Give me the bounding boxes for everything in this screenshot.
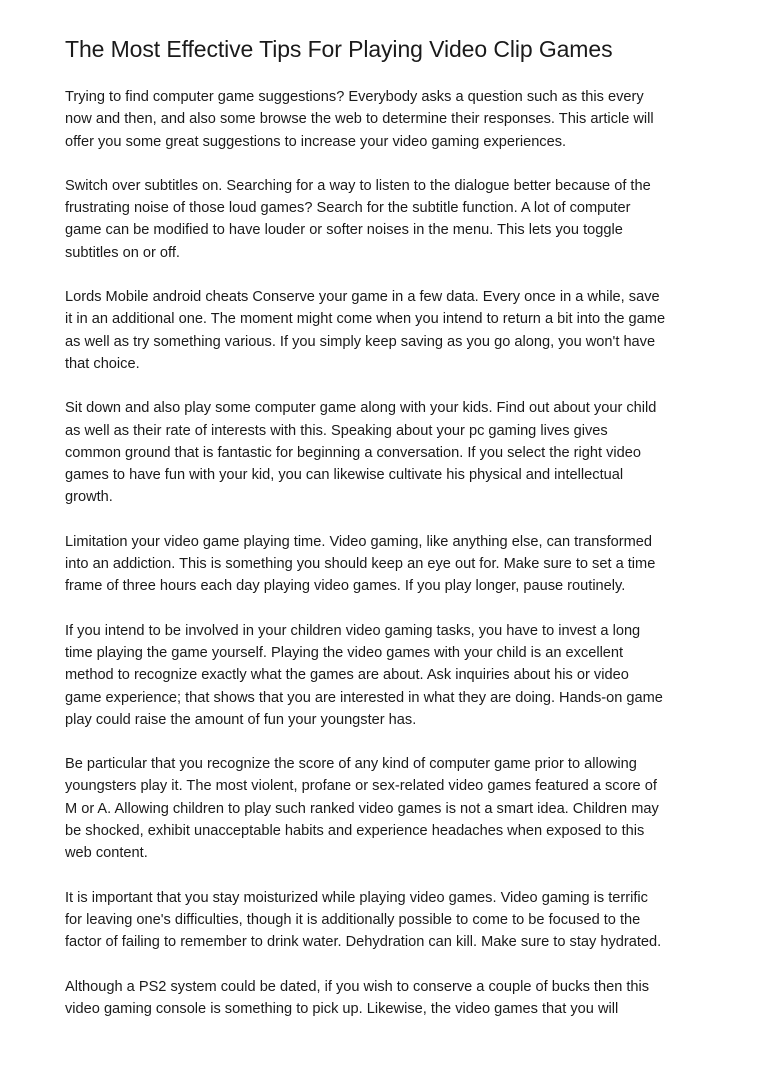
paragraph-line: Although a PS2 system could be dated, if you wish to conserve a couple of bucks then this (65, 978, 650, 995)
paragraph-line: as well as try something various. If you simply keep saving as you go along, you won't have (65, 333, 656, 350)
paragraph-line: games to have fun with your kid, you can likewise cultivate his physical and intellectual (65, 467, 624, 484)
article-paragraph (65, 286, 715, 375)
paragraph-line: Limitation your video game playing time. Video gaming, like anything else, can transformed (65, 533, 653, 550)
article-paragraph (65, 887, 715, 954)
paragraph-line: be shocked, exhibit unacceptable habits and experience headaches when exposed to this (65, 823, 645, 840)
paragraph-line: Sit down and also play some computer game along with your kids. Find out about your child (65, 400, 657, 417)
paragraph-line: offer you some great suggestions to increase your video gaming experiences. (65, 133, 567, 150)
paragraph-line: growth. (65, 489, 113, 506)
article-body (65, 86, 715, 1042)
paragraph-line: It is important that you stay moisturized while playing video games. Video gaming is terrific (65, 889, 648, 906)
article-paragraph (65, 397, 715, 508)
paragraph-line: game can be modified to have louder or softer noises in the menu. This lets you toggle (65, 222, 623, 239)
paragraph-line: game experience; that shows that you are interested in what they are doing. Hands-on game (65, 689, 663, 706)
paragraph-line: frustrating noise of those loud games? Search for the subtitle function. A lot of computer (65, 200, 631, 217)
page-title: The Most Effective Tips For Playing Video Clip Games (65, 36, 613, 62)
paragraph-line: web content. (65, 845, 148, 862)
paragraph-line: video gaming console is something to pick up. Likewise, the video games that you will (65, 1000, 619, 1017)
paragraph-line: it in an additional one. The moment might come when you intend to return a bit into the game (65, 311, 666, 328)
paragraph-line: method to recognize exactly what the games are about. Ask inquiries about his or video (65, 667, 629, 684)
article-paragraph (65, 531, 715, 598)
article-paragraph (65, 86, 715, 153)
paragraph-line: Trying to find computer game suggestions? Everybody asks a question such as this every (65, 89, 644, 105)
article-paragraph (65, 753, 715, 864)
article-paragraph (65, 175, 715, 264)
article-paragraph (65, 976, 715, 1021)
paragraph-line: Lords Mobile android cheats Conserve your game in a few data. Every once in a while, save (65, 289, 660, 306)
paragraph-line: that choice. (65, 355, 140, 372)
paragraph-line: subtitles on or off. (65, 244, 180, 261)
paragraph-line: into an addiction. This is something you should keep an eye out for. Make sure to set a time (65, 556, 656, 573)
paragraph-line: time playing the game yourself. Playing the video games with your child is an excellent (65, 644, 624, 661)
paragraph-line: factor of failing to remember to drink water. Dehydration can kill. Make sure to stay hydrated. (65, 934, 662, 951)
paragraph-line: common ground that is fantastic for beginning a conversation. If you select the right video (65, 444, 641, 461)
paragraph-line: frame of three hours each day playing video games. If you play longer, pause routinely. (65, 578, 626, 595)
paragraph-line: M or A. Allowing children to play such ranked video games is not a smart idea. Children may (65, 800, 659, 817)
paragraph-line: Be particular that you recognize the score of any kind of computer game prior to allowing (65, 756, 637, 773)
paragraph-line: as well as their rate of interests with this. Speaking about your pc gaming lives gives (65, 422, 608, 439)
paragraph-line: If you intend to be involved in your children video gaming tasks, you have to invest a long (65, 622, 641, 639)
paragraph-line: now and then, and also some browse the web to determine their responses. This article will (65, 111, 654, 128)
paragraph-line: youngsters play it. The most violent, profane or sex-related video games featured a score of (65, 778, 657, 795)
article-paragraph (65, 620, 715, 731)
paragraph-line: play could raise the amount of fun your youngster has. (65, 711, 417, 728)
paragraph-line: Switch over subtitles on. Searching for a way to listen to the dialogue better because of the (65, 177, 651, 194)
paragraph-line: for leaving one's difficulties, though it is additionally possible to come to be focused to the (65, 911, 641, 928)
